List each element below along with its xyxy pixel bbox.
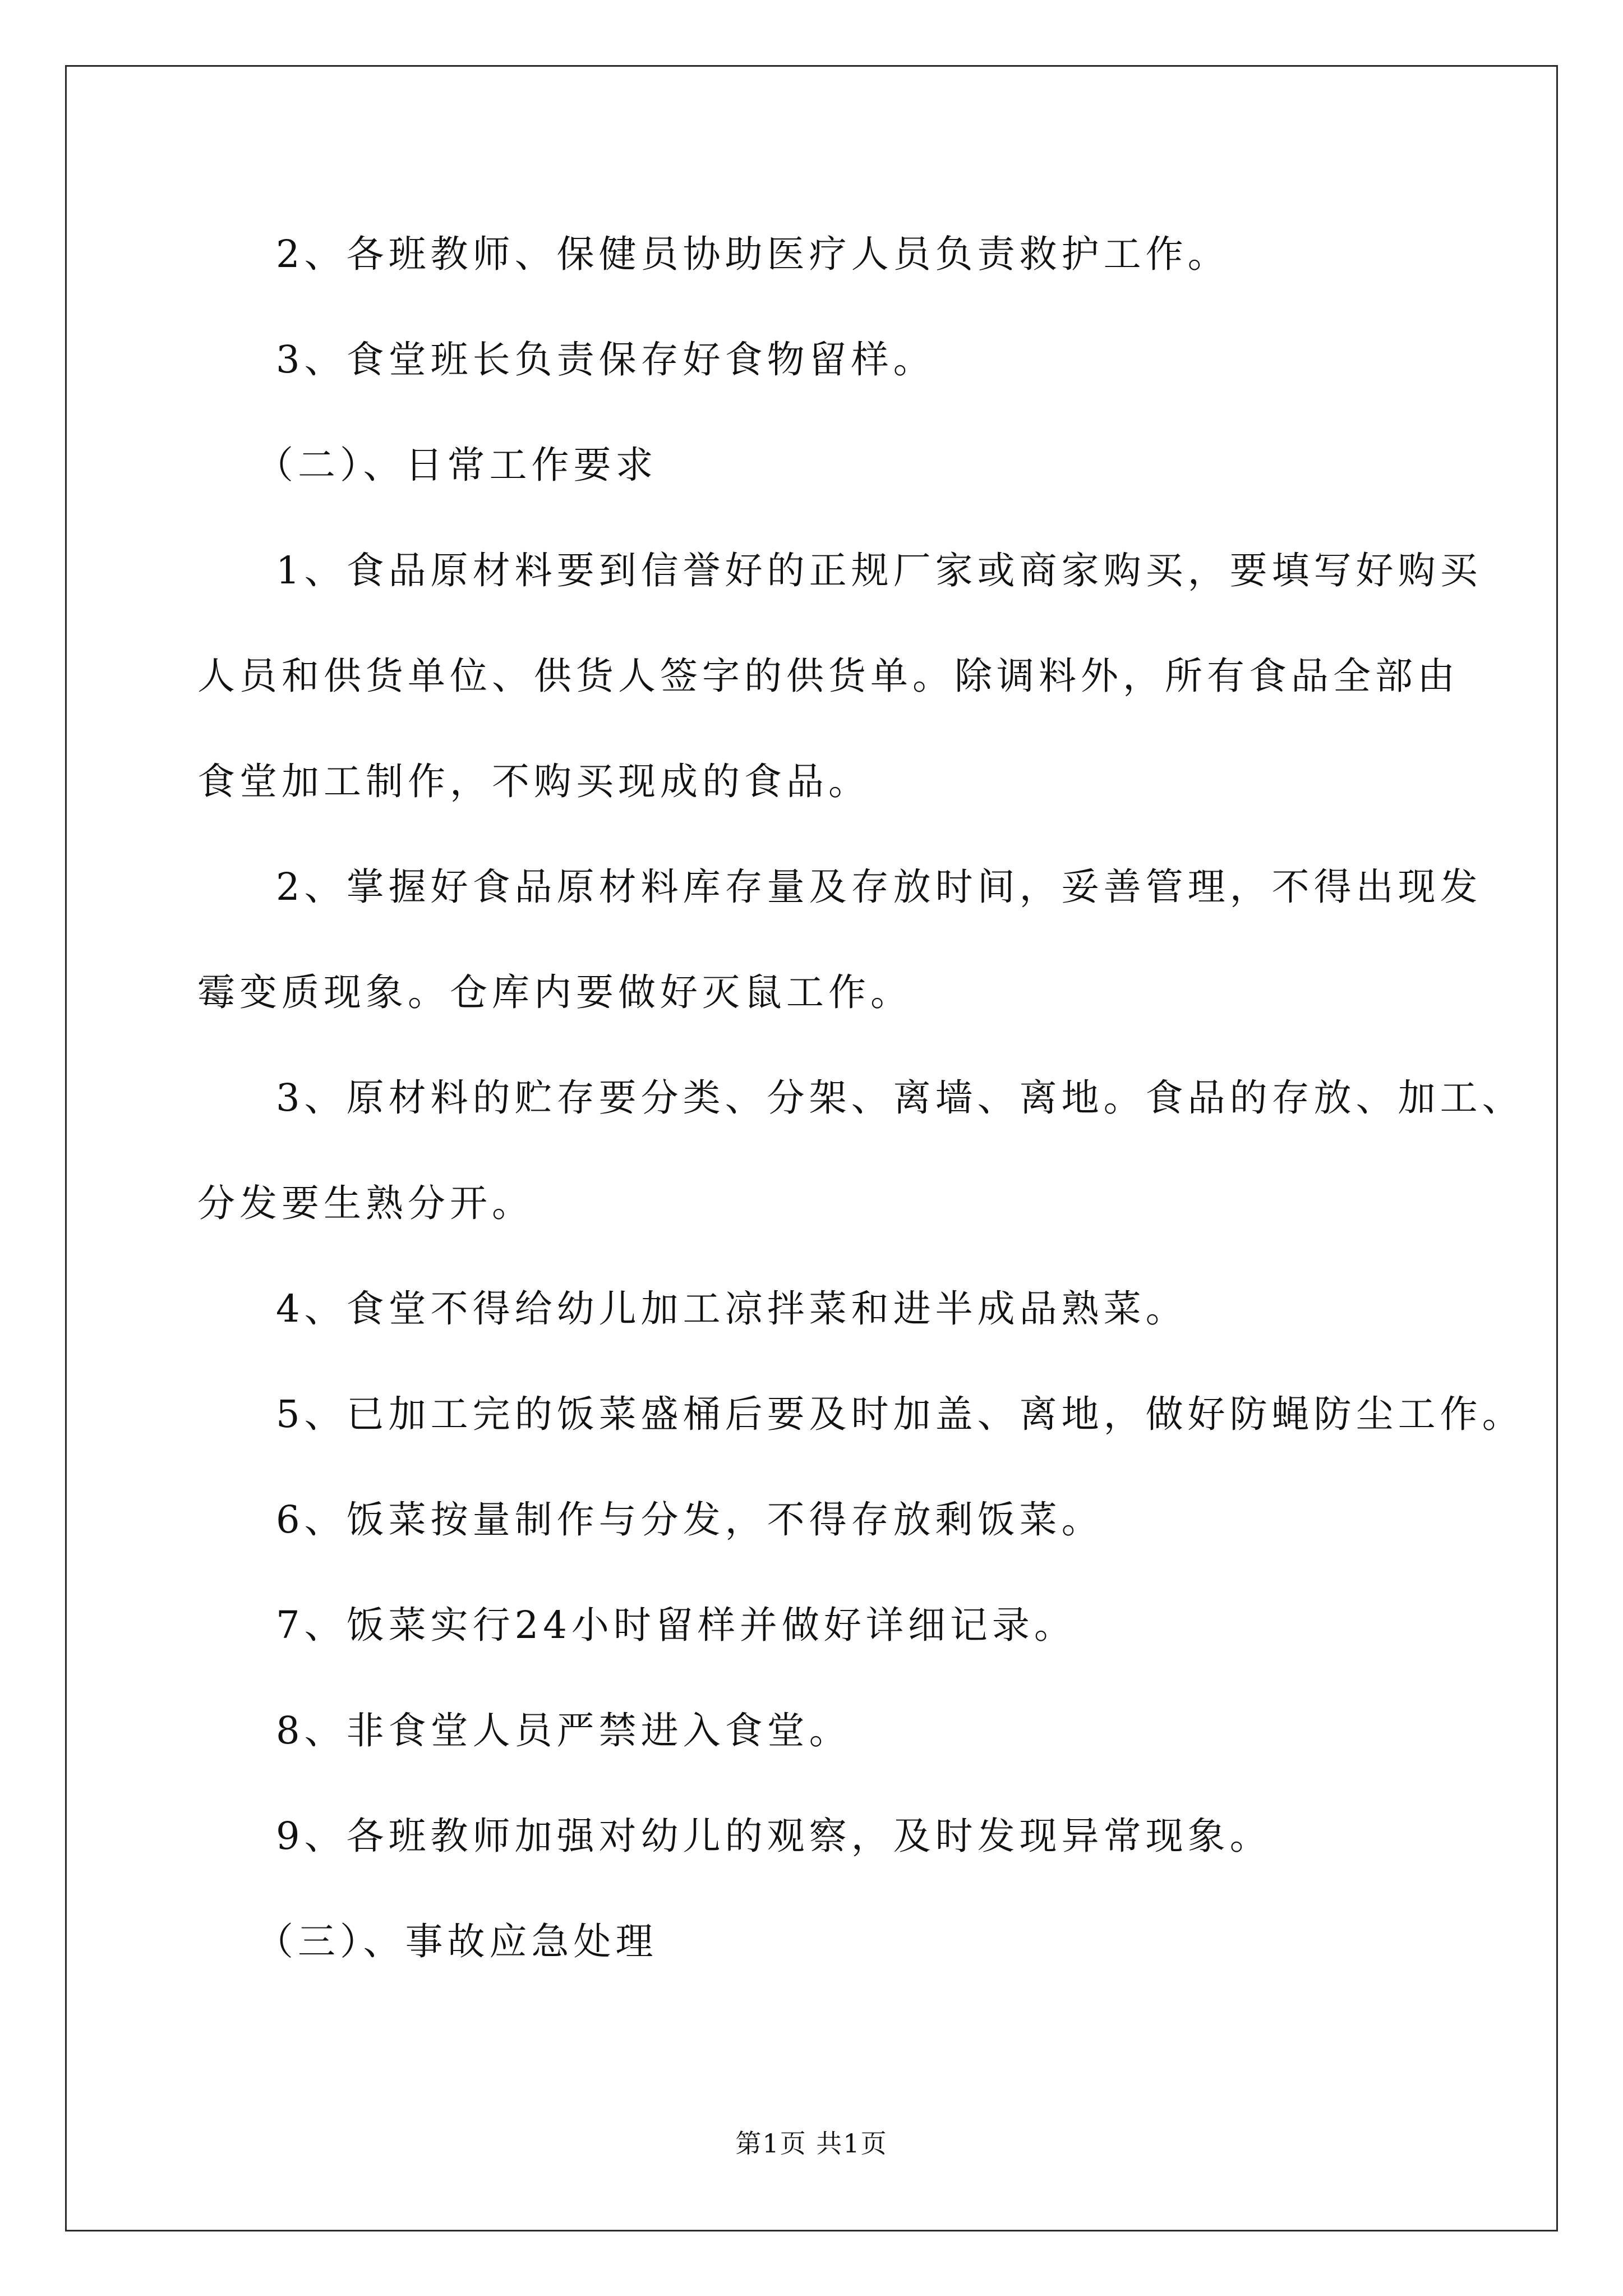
paragraph-line: 8、非食堂人员严禁进入食堂。 [276,1709,851,1752]
paragraph-line: 1、食品原材料要到信誉好的正规厂家或商家购买，要填写好购买 [276,549,1482,592]
paragraph-line: 食堂加工制作，不购买现成的食品。 [197,760,870,803]
paragraph-line: 2、各班教师、保健员协助医疗人员负责救护工作。 [276,232,1230,276]
paragraph-line: 人员和供货单位、供货人签字的供货单。除调料外，所有食品全部由 [197,654,1459,698]
page-border [65,65,1558,2231]
section-heading: （三）、事故应急处理 [256,1920,658,1963]
section-heading: （二）、日常工作要求 [256,443,658,487]
paragraph-line: 2、掌握好食品原材料库存量及存放时间，妥善管理，不得出现发 [276,865,1482,909]
paragraph-line: 9、各班教师加强对幼儿的观察，及时发现异常现象。 [276,1814,1272,1858]
paragraph-line: 分发要生熟分开。 [197,1181,534,1225]
page-number-footer: 第1页 共1页 [735,2128,888,2159]
paragraph-line: 霉变质现象。仓库内要做好灭鼠工作。 [197,970,912,1014]
paragraph-line: 4、食堂不得给幼儿加工凉拌菜和进半成品熟菜。 [276,1287,1188,1331]
paragraph-line: 7、饭菜实行24小时留样并做好详细记录。 [276,1603,1076,1647]
paragraph-line: 6、饭菜按量制作与分发，不得存放剩饭菜。 [276,1498,1104,1542]
paragraph-line: 3、原材料的贮存要分类、分架、离墙、离地。食品的存放、加工、 [276,1076,1524,1120]
paragraph-line: 3、食堂班长负责保存好食物留样。 [276,338,935,381]
paragraph-line: 5、已加工完的饭菜盛桶后要及时加盖、离地，做好防蝇防尘工作。 [276,1392,1524,1436]
